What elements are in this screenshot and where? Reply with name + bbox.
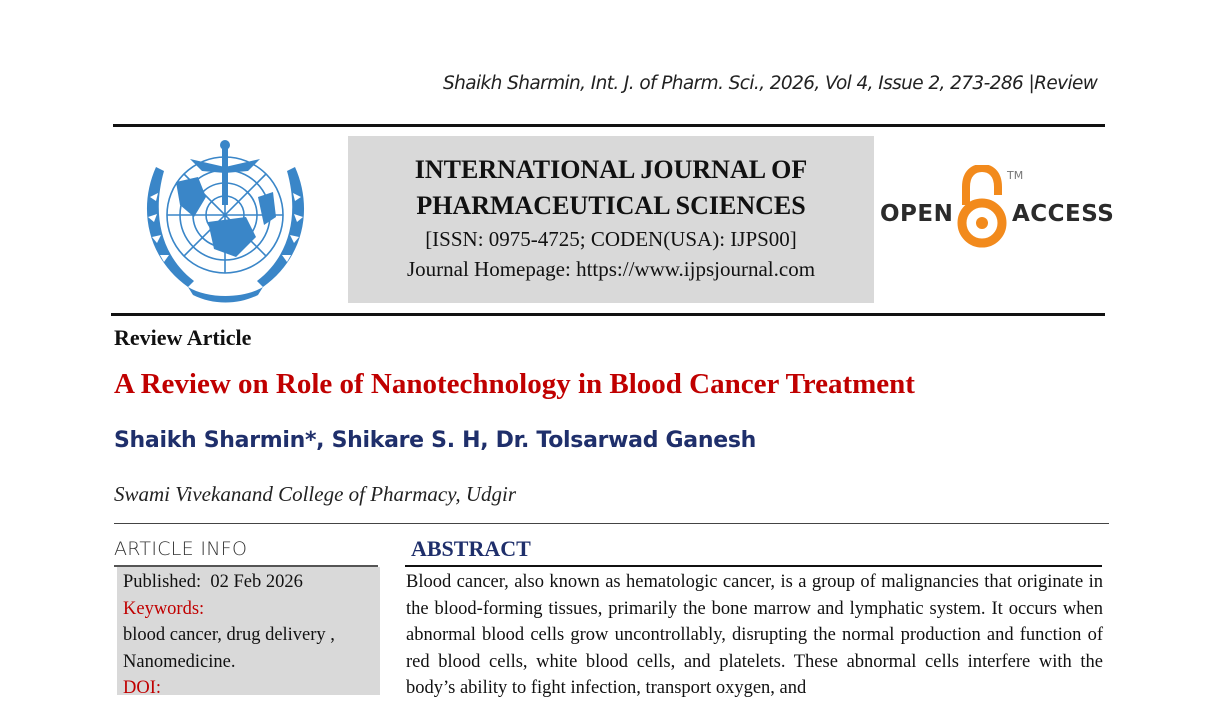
journal-name-line2: PHARMACEUTICAL SCIENCES [416,191,806,220]
issn-line: [ISSN: 0975-4725; CODEN(USA): IJPS00] [425,227,797,251]
section-divider [114,523,1109,524]
abstract-heading: ABSTRACT [411,536,531,561]
journal-emblem-logo [128,137,323,305]
published-row [123,569,374,596]
open-label: OPEN [880,201,954,227]
header-bottom-rule [111,313,1105,316]
published-value: 02 Feb 2026 [210,572,303,592]
trademark-label: TM [1007,169,1024,182]
abstract-text: Blood cancer, also known as hematologic cancer, is a group of malignancies that originate in the blood-forming tissues, primarily the bone marrow and lymphatic system. It occurs when abnormal blood cells grow uncontrollably, disrupting the normal production and function of red blood cells, white blood cells, and platelets. These abnormal cells interfere with the body’s ability to fight infection, transport oxygen, and [406,572,1103,698]
running-head: Shaikh Sharmin, Int. J. of Pharm. Sci., 2026, Vol 4, Issue 2, 273-286 |Review [443,73,1098,94]
article-type: Review Article [114,325,252,350]
journal-header-box [348,136,874,303]
doi-label: DOI: [123,678,162,698]
article-title: A Review on Role of Nanotechnology in Blood Cancer Treatment [114,368,915,400]
journal-name-line1: INTERNATIONAL JOURNAL OF [414,155,808,184]
homepage-line[interactable]: Journal Homepage: https://www.ijpsjournal.com [406,257,816,281]
published-label: Published: [123,572,202,592]
abstract-rule [405,565,1102,567]
article-info-box [117,567,380,698]
open-lock-icon [956,165,1008,250]
access-label: ACCESS [1012,201,1115,227]
keywords-label: Keywords: [123,598,205,619]
emblem-icon [128,137,323,305]
article-authors: Shaikh Sharmin*, Shikare S. H, Dr. Tolsarwad Ganesh [114,428,756,453]
keywords-line-1: blood cancer, drug delivery , [123,625,335,645]
header-top-rule [113,124,1105,127]
abstract-body [406,569,1103,702]
article-affiliation: Swami Vivekanand College of Pharmacy, Udgir [114,482,517,506]
article-info-heading: ARTICLE INFO [114,538,248,560]
keywords-line-2: Nanomedicine. [123,651,236,672]
open-access-logo [880,165,1115,250]
